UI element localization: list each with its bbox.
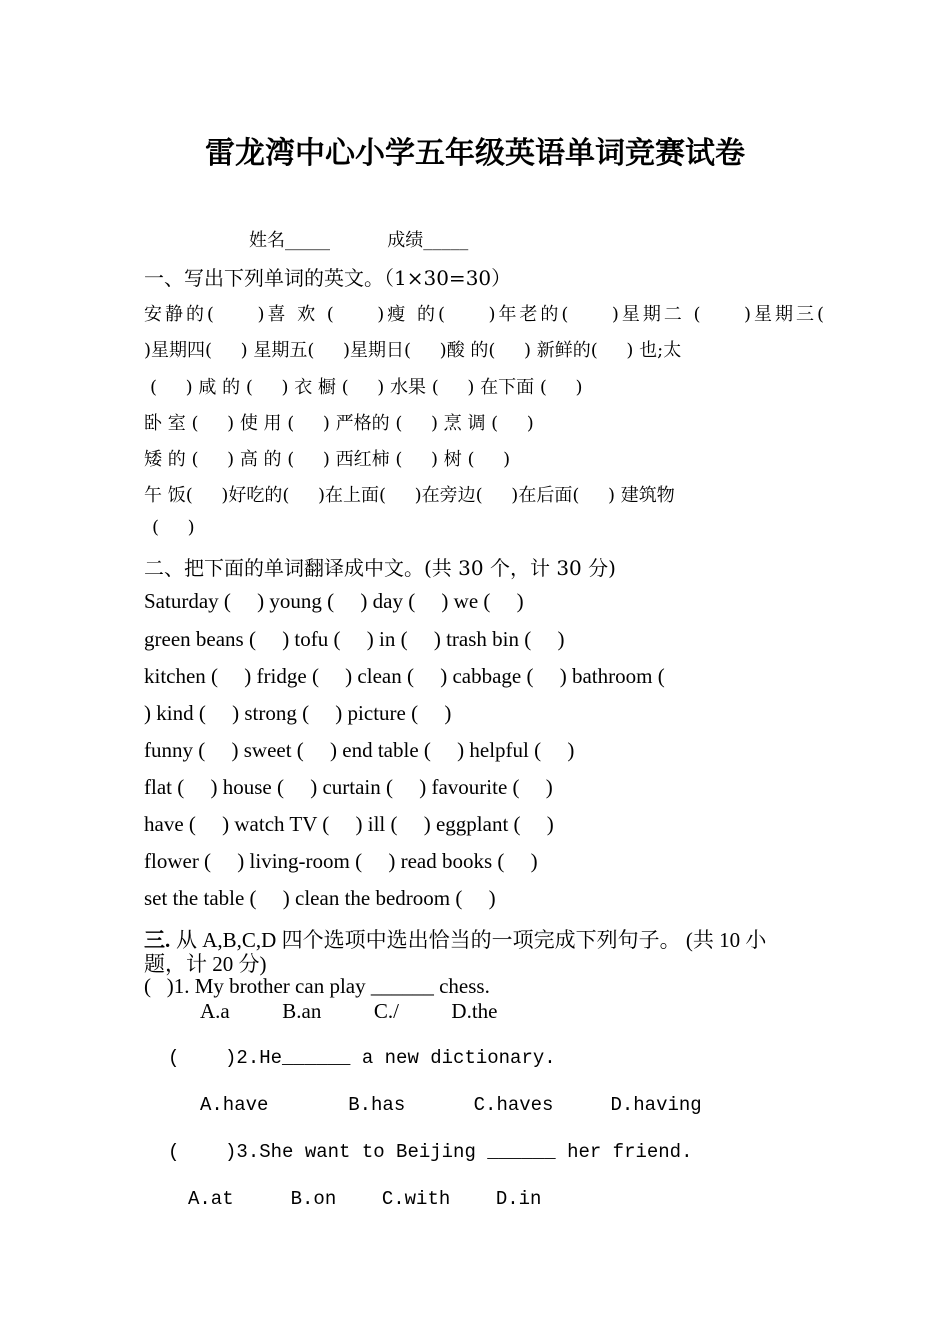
section3-heading-continued: 题，计 20 分) xyxy=(144,952,267,976)
section1-line: )星期四( ) 星期五( )星期日( )酸 的( ) 新鲜的( ) 也;太 xyxy=(144,340,682,361)
question-2-options: A.have B.has C.haves D.having xyxy=(200,1094,702,1116)
section2-line: green beans ( ) tofu ( ) in ( ) trash bin ( ) xyxy=(144,627,565,651)
section1-line: 矮 的 ( ) 高 的 ( ) 西红柿 ( ) 树 ( ) xyxy=(144,449,511,470)
section2-line: Saturday ( ) young ( ) day ( ) we ( ) xyxy=(144,589,524,613)
student-info-line: 姓名_____ 成绩_____ xyxy=(249,230,469,251)
question-1-options: A.a B.an C./ D.the xyxy=(200,999,498,1023)
question-3: ( )3.She want to Beijing ______ her friend. xyxy=(168,1141,693,1163)
section1-line: ( ) 咸 的 ( ) 衣 橱 ( ) 水果 ( ) 在下面 ( ) xyxy=(150,377,583,398)
section1-line: 安静的( )喜 欢 ( )瘦 的( )年老的( )星期二 ( )星期三( xyxy=(144,304,824,325)
document-title: 雷龙湾中心小学五年级英语单词竞赛试卷 xyxy=(205,136,745,171)
section2-line: funny ( ) sweet ( ) end table ( ) helpful ( ) xyxy=(144,738,575,762)
section1-line: ( ) xyxy=(152,517,195,538)
section2-line: have ( ) watch TV ( ) ill ( ) eggplant ( ) xyxy=(144,812,554,836)
section2-heading: 二、把下面的单词翻译成中文。(共 30 个，计 30 分) xyxy=(144,556,616,580)
section2-line: set the table ( ) clean the bedroom ( ) xyxy=(144,886,496,910)
section2-line: kitchen ( ) fridge ( ) clean ( ) cabbage ( ) bathroom ( xyxy=(144,664,665,688)
section2-line: flat ( ) house ( ) curtain ( ) favourite ( ) xyxy=(144,775,553,799)
section3-heading: 从 A,B,C,D 四个选项中选出恰当的一项完成下列句子。 (共 10 小 xyxy=(176,928,767,952)
section2-line: flower ( ) living-room ( ) read books ( ) xyxy=(144,849,538,873)
question-2: ( )2.He______ a new dictionary. xyxy=(168,1047,556,1069)
section1-line: 卧 室 ( ) 使 用 ( ) 严格的 ( ) 烹 调 ( ) xyxy=(144,413,534,434)
section2-line: ) kind ( ) strong ( ) picture ( ) xyxy=(144,701,452,725)
question-3-options: A.at B.on C.with D.in xyxy=(188,1188,542,1210)
section1-heading: 一、写出下列单词的英文。（1×30=30） xyxy=(144,266,512,290)
section3-heading-label: 三. xyxy=(144,928,171,952)
section1-line: 午 饭( )好吃的( )在上面( )在旁边( )在后面( ) 建筑物 xyxy=(144,485,675,506)
question-1: ( )1. My brother can play ______ chess. xyxy=(144,974,490,998)
